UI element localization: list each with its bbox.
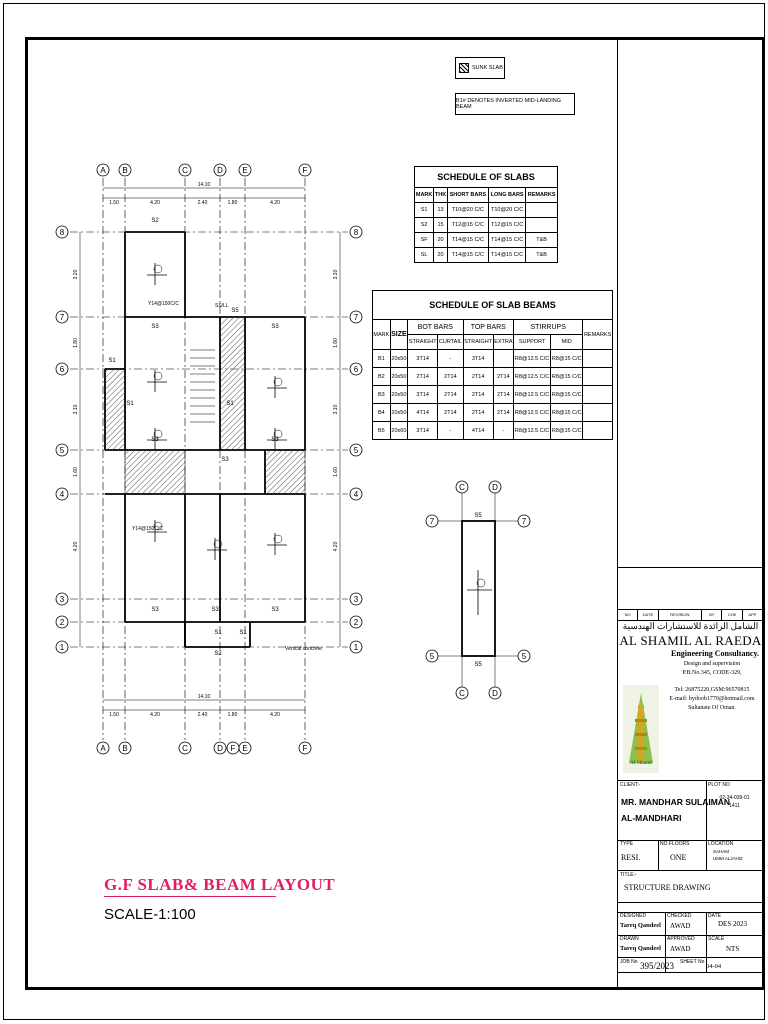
table-row	[415, 203, 558, 218]
col-bot-straight: STRAIGHT	[408, 335, 438, 350]
slab-header-cell: LONG BARS	[488, 188, 525, 203]
location-2: UMM ALJAHIZ	[713, 856, 743, 861]
col-mark: MARK	[373, 320, 391, 350]
company-name: AL SHAMIL AL RAEDA	[619, 633, 762, 648]
beam-outline	[462, 521, 495, 656]
grid-label: 3	[59, 595, 65, 604]
col-top-extra: EXTRA	[493, 335, 513, 350]
dim-text: 1.60	[73, 467, 79, 477]
dim-text: 1.60	[333, 467, 339, 477]
slab-cell: S1	[415, 203, 434, 218]
slab-label: S2	[214, 651, 222, 657]
beam-cell: 20x50	[390, 350, 407, 368]
schedule-of-slab-beams-title: SCHEDULE OF SLAB BEAMS	[373, 291, 613, 320]
slab-header-cell: THK	[434, 188, 448, 203]
grid-label: F	[230, 744, 236, 753]
schedule-of-slab-beams-body	[373, 350, 613, 440]
beam-cell: 2T14	[463, 368, 493, 386]
beam-cell	[583, 350, 613, 368]
slab-label: S3	[271, 324, 279, 330]
beam-cell: B5	[373, 422, 391, 440]
beam-cell: 3T14	[463, 350, 493, 368]
dim-total: 14.10	[197, 182, 211, 188]
beam-cell	[583, 386, 613, 404]
drawing-scale: SCALE-1:100	[104, 906, 196, 923]
contact-design: Design and supervision	[683, 661, 741, 667]
schedule-of-slabs-header	[415, 188, 558, 203]
slab-cell: 13	[434, 203, 448, 218]
grid-label: E	[242, 744, 248, 753]
grid-label: C	[459, 483, 465, 492]
revision-header	[618, 610, 763, 620]
drawn-value: Tareq Qandeel	[620, 945, 661, 952]
sunk-slab-area	[265, 450, 305, 494]
legend-beam-note	[455, 93, 575, 115]
slab-label: S3	[221, 457, 229, 463]
beam-cell: R8@15 C/C	[551, 368, 583, 386]
location-label: LOCATION	[708, 841, 734, 847]
slab-cell: T14@15 C/C	[447, 248, 488, 263]
drawing-title: G.F SLAB& BEAM LAYOUT	[104, 875, 336, 894]
dim-text: 1.80	[333, 338, 339, 348]
dim-text: 3.20	[73, 269, 79, 280]
beam-cell: R8@12.5 C/C	[514, 368, 551, 386]
nofloors-label: NO.FLOORS	[660, 841, 690, 847]
contact-email: E-mail: bydoob1770@hotmail.com	[669, 696, 755, 702]
beam-cell: B3	[373, 386, 391, 404]
grid-label: A	[100, 744, 106, 753]
grid-label: B	[122, 744, 128, 753]
slab-header-cell: SHORT BARS	[447, 188, 488, 203]
table-row	[415, 248, 558, 263]
company-contact	[662, 660, 762, 713]
sunk-slab-area	[125, 450, 185, 494]
table-row	[415, 233, 558, 248]
legend-sunk-slab-label: SUNK SLAB	[472, 65, 503, 71]
grid-label: D	[492, 689, 498, 698]
dim-text: 3.10	[73, 404, 79, 415]
company-arabic: الشامل الرائدة للاستشارات الهندسية	[622, 621, 759, 631]
type-label: TYPE	[620, 841, 634, 847]
grid-label: 5	[521, 652, 527, 661]
grid-label: 1	[59, 643, 65, 652]
grid-label: F	[302, 744, 308, 753]
slab-cell: T14@15 C/C	[488, 233, 525, 248]
designed-value: Tareq Qandeel	[620, 922, 661, 929]
beam-cell: 20x50	[390, 404, 407, 422]
grid-label: 7	[59, 313, 65, 322]
slab-cell: SL	[415, 248, 434, 263]
beam-cell: 2T14	[408, 368, 438, 386]
slab-cell: T14@15 C/C	[447, 233, 488, 248]
grid-label: F	[302, 166, 308, 175]
slab-cell: 20	[434, 233, 448, 248]
date-value: DES 2023	[718, 920, 747, 928]
dim-total: 14.10	[197, 694, 211, 700]
nofloors-value: ONE	[670, 853, 687, 862]
schedule-of-slabs-table	[414, 166, 558, 263]
plan-note: Y14@150C/C	[132, 526, 163, 532]
slab-label: S1	[214, 630, 222, 636]
title-underline	[104, 896, 276, 897]
slab-cell: 20	[434, 248, 448, 263]
dim-text: 4.20	[150, 200, 160, 206]
date-label: DATE	[708, 913, 721, 919]
grid-label: D	[492, 483, 498, 492]
sunk-slab-area	[220, 317, 245, 450]
col-bot-bars: BOT BARS	[408, 320, 463, 335]
grid-label: 3	[353, 595, 359, 604]
tower-icon	[623, 685, 659, 773]
checked-label: CHECKED	[667, 913, 692, 919]
sunk-slab-area	[105, 369, 125, 450]
beam-cell: 2T14	[438, 386, 463, 404]
slab-cell: T&B	[526, 233, 558, 248]
slab-cell: T10@20 C/C	[447, 203, 488, 218]
client-name-1: MR. MANDHAR SULAIMAN	[621, 797, 731, 807]
legend-sunk-slab	[455, 57, 505, 79]
beam-cell: B4	[373, 404, 391, 422]
revision-header-cell: BY	[702, 610, 722, 620]
table-row	[373, 368, 613, 386]
dim-text: 2.40	[197, 712, 208, 718]
slab-label: S3	[151, 607, 159, 613]
grid-label: E	[242, 166, 248, 175]
beam-cell: 2T14	[463, 386, 493, 404]
grid-label: 2	[353, 618, 359, 627]
plan-note: Y14@150C/C	[148, 301, 179, 307]
grid-label: 6	[59, 365, 65, 374]
grid-label: 4	[59, 490, 65, 499]
dim-text: 1.80	[227, 712, 238, 718]
revision-header-cell: CHK	[722, 610, 742, 620]
grid-label: A	[100, 166, 106, 175]
col-top-bars: TOP BARS	[463, 320, 514, 335]
slab-cell: SF	[415, 233, 434, 248]
scale-label: SCALE	[708, 936, 725, 942]
beam-cell: 2T14	[438, 368, 463, 386]
revision-header-cell: REVISION	[659, 610, 702, 620]
detail-s5	[420, 475, 545, 705]
beam-cell: 3T14	[408, 350, 438, 368]
contact-tel: Tel: 26875220,GSM:96570815	[674, 687, 750, 693]
plan-labels	[108, 218, 322, 657]
slab-label: S3	[151, 324, 159, 330]
beam-cell: R8@15 C/C	[551, 350, 583, 368]
sheet-label: SHEET No	[680, 959, 705, 965]
slab-cell: T12@15 C/C	[447, 218, 488, 233]
slab-label: S3	[271, 607, 279, 613]
beam-cell	[583, 422, 613, 440]
drawn-label: DRAWN	[620, 936, 639, 942]
beam-cell: R8@12.5 C/C	[514, 404, 551, 422]
sheet-value: 04-04	[706, 963, 722, 970]
grid-label: 8	[59, 228, 65, 237]
beam-cell: R8@15 C/C	[551, 386, 583, 404]
beam-cell: B2	[373, 368, 391, 386]
grid-label: 4	[353, 490, 359, 499]
grid-label: C	[182, 166, 188, 175]
slab-label: S3	[211, 607, 219, 613]
slab-label: S5	[474, 513, 482, 519]
beam-cell: -	[438, 350, 463, 368]
type-value: RESI.	[621, 853, 641, 862]
slab-cell: T&B	[526, 248, 558, 263]
hatch-icon	[459, 63, 469, 73]
slab-cell: T14@15 C/C	[488, 248, 525, 263]
beam-cell: 20x60	[390, 422, 407, 440]
dim-text: 1.80	[73, 338, 79, 348]
slab-label: S1	[226, 401, 234, 407]
grid-label: D	[217, 166, 223, 175]
grid-label: 5	[59, 446, 65, 455]
approved-label: APPROVED	[667, 936, 695, 942]
company-logo	[623, 685, 659, 773]
location-1: SAHAM	[713, 849, 730, 854]
slab-cell: T12@15 C/C	[488, 218, 525, 233]
beam-cell: R8@12.5 C/C	[514, 386, 551, 404]
beam-cell: R8@15 C/C	[551, 422, 583, 440]
revision-header-cell: DATE	[638, 610, 658, 620]
contact-po: P.B.No.345, CODE-329,	[682, 670, 742, 676]
dim-text: 1.50	[109, 712, 119, 718]
dim-text: 1.80	[227, 200, 238, 206]
slab-label: S5	[231, 308, 239, 314]
table-row	[415, 218, 558, 233]
slab-header-cell: MARK	[415, 188, 434, 203]
title-label: TITLE:-	[620, 872, 637, 878]
grid-label: 7	[429, 517, 435, 526]
slab-label: S3	[271, 437, 279, 443]
designed-label: DESIGNED	[620, 913, 647, 919]
dim-text: 3.10	[333, 404, 339, 415]
slab-label: S1	[126, 401, 134, 407]
beam-cell: 2T14	[463, 404, 493, 422]
job-label: JOB No	[620, 959, 638, 965]
beam-cell	[583, 404, 613, 422]
grid-label: 1	[353, 643, 359, 652]
client-label: CLIENT:-	[620, 782, 641, 788]
dim-text: 4.20	[270, 200, 280, 206]
table-row	[373, 386, 613, 404]
col-support: SUPPORT	[514, 335, 551, 350]
table-row	[373, 350, 613, 368]
beam-cell: 2T14	[493, 404, 513, 422]
beam-cell: 3T14	[408, 386, 438, 404]
contact-country: Sultanate Of Oman.	[688, 705, 736, 711]
beam-cell: 2T14	[493, 368, 513, 386]
slab-label: S2	[151, 218, 159, 224]
slab-label: S1	[108, 358, 116, 364]
beam-cell: 3T14	[408, 422, 438, 440]
col-bot-curtail: CURTAIL	[438, 335, 463, 350]
slab-header-cell: REMARKS	[526, 188, 558, 203]
title-block	[617, 40, 762, 987]
slab-label: S1	[239, 630, 247, 636]
client-name-2: AL-MANDHARI	[621, 813, 682, 823]
grid-label: C	[459, 689, 465, 698]
grid-label: 5	[353, 446, 359, 455]
col-size: SIZE	[390, 320, 407, 350]
detail-geometry	[426, 481, 530, 699]
slab-cell	[526, 218, 558, 233]
beam-cell: -	[438, 422, 463, 440]
plot-no-1: 02-34-039-01	[719, 795, 750, 801]
dim-text: 1.50	[109, 200, 119, 206]
plan-grid	[56, 164, 362, 754]
table-row	[373, 422, 613, 440]
scale-value: NTS	[726, 945, 740, 953]
revision-header-cell: APP	[743, 610, 763, 620]
beam-cell: 2T14	[493, 386, 513, 404]
grid-label: 7	[521, 517, 527, 526]
schedule-of-slabs-body	[415, 203, 558, 263]
grid-label: 2	[59, 618, 65, 627]
job-value: 395/2023	[640, 961, 675, 971]
beam-cell: 4T14	[408, 404, 438, 422]
revision-header-cell: NO	[618, 610, 638, 620]
slab-label: S3	[151, 437, 159, 443]
beam-cell	[583, 368, 613, 386]
approved-value: AWAD	[670, 945, 691, 953]
beam-cell: R8@12.5 C/C	[514, 422, 551, 440]
schedule-of-slabs-title: SCHEDULE OF SLABS	[415, 167, 558, 188]
dim-text: 2.40	[197, 200, 208, 206]
grid-label: 7	[353, 313, 359, 322]
beam-cell: 20x50	[390, 368, 407, 386]
col-top-straight: STRAIGHT	[463, 335, 493, 350]
dim-text: 4.20	[270, 712, 280, 718]
col-remarks: REMARKS	[583, 320, 613, 350]
dim-text: 3.20	[333, 269, 339, 280]
checked-value: AWAD	[670, 922, 691, 930]
beam-cell: B1	[373, 350, 391, 368]
beam-cell: 2T14	[438, 404, 463, 422]
dim-text: 4.20	[333, 541, 339, 552]
grid-label: 5	[429, 652, 435, 661]
dim-text: 4.20	[73, 541, 79, 552]
grid-label: B	[122, 166, 128, 175]
logo-text: Al-Shamil	[630, 761, 652, 766]
dim-text: 4.20	[150, 712, 160, 718]
beam-cell: R8@15 C/C	[551, 404, 583, 422]
plan-note: Vertical concrete	[285, 646, 322, 652]
slab-label: S5	[474, 662, 482, 668]
title-value: STRUCTURE DRAWING	[624, 883, 711, 892]
beam-cell	[493, 350, 513, 368]
plot-label: PLOT NO	[708, 782, 730, 788]
col-stirrups: STIRRUPS	[514, 320, 583, 335]
beam-cell: 20x50	[390, 386, 407, 404]
slab-cell: S2	[415, 218, 434, 233]
slab-cell: T10@20 C/C	[488, 203, 525, 218]
table-row	[373, 404, 613, 422]
beam-cell: -	[493, 422, 513, 440]
grid-label: D	[217, 744, 223, 753]
floor-plan	[50, 150, 370, 770]
grid-label: 8	[353, 228, 359, 237]
beam-cell: R8@12.5 C/C	[514, 350, 551, 368]
grid-label: C	[182, 744, 188, 753]
company-subtitle: Engineering Consultancy.	[670, 649, 759, 658]
legend-beam-note-label: B1# DENOTES INVERTED MID-LANDING BEAM	[456, 98, 562, 110]
grid-label: 6	[353, 365, 359, 374]
plot-no-2: 1411	[729, 803, 740, 809]
col-mid: MID	[551, 335, 583, 350]
plan-note: SS/LL	[215, 303, 229, 309]
slab-cell	[526, 203, 558, 218]
beam-cell: 4T14	[463, 422, 493, 440]
slab-cell: 15	[434, 218, 448, 233]
schedule-of-slab-beams-table	[372, 290, 613, 440]
